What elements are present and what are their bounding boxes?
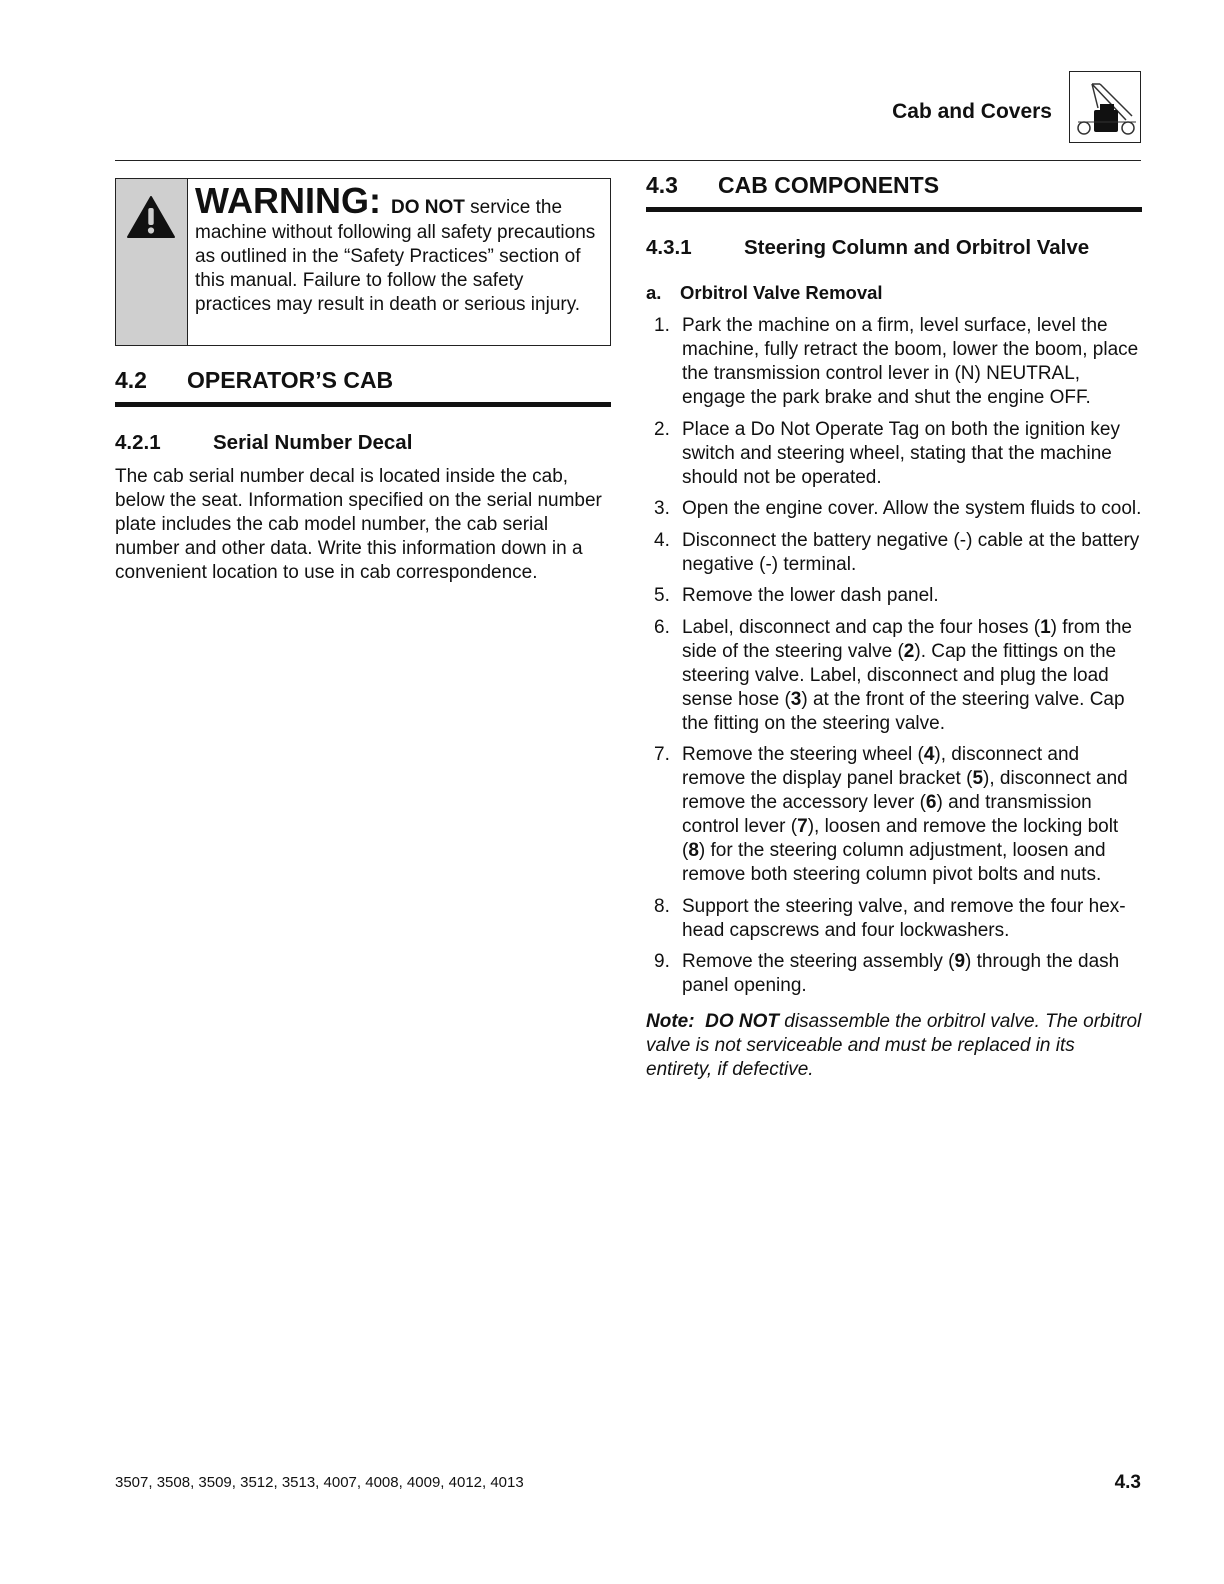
serial-decal-paragraph: The cab serial number decal is located inside the cab, below the seat. Information specified on the serial number plate includes the cab model number, the cab serial number and other data. Write this information down in a convenient location to use in cab correspondence. xyxy=(115,466,602,583)
note-text: disassemble the orbitrol valve. The orbitrol valve is not serviceable and must be replaced in its entirety, if defective. xyxy=(646,1011,1142,1080)
step-text: Open the engine cover. Allow the system fluids to cool. xyxy=(682,498,1142,519)
telehandler-icon xyxy=(1069,71,1141,143)
step-number: 5. xyxy=(654,585,670,606)
callout-number: 2 xyxy=(903,640,915,662)
step-text: Place a Do Not Operate Tag on both the ignition key switch and steering wheel, stating that the machine should not be operated. xyxy=(682,418,1120,488)
warning-body xyxy=(188,179,610,345)
list-item xyxy=(646,616,1142,736)
left-column xyxy=(115,178,611,585)
step-text: Remove the steering assembly (9) through the dash panel opening. xyxy=(682,951,1120,996)
procedure-heading xyxy=(646,282,1142,304)
step-text: Park the machine on a firm, level surface, level the machine, fully retract the boom, lower the boom, place the transmission control lever in (N) NEUTRAL, engage the park brake and shut the engine OFF. xyxy=(682,315,1139,408)
page-section-title: Cab and Covers xyxy=(892,100,1052,123)
step-number: 3. xyxy=(654,498,670,519)
step-number: 2. xyxy=(654,418,670,440)
section-rule xyxy=(646,207,1142,212)
section-heading xyxy=(115,367,611,394)
list-item xyxy=(646,950,1142,998)
callout-number: 6 xyxy=(925,792,937,813)
list-item xyxy=(646,497,1142,521)
subsection-number: 4.3.1 xyxy=(646,236,692,259)
step-number: 4. xyxy=(654,529,670,551)
step-number: 9. xyxy=(654,951,670,972)
callout-number: 3 xyxy=(790,688,802,710)
warning-label: WARNING: xyxy=(195,180,381,221)
procedure-letter: a. xyxy=(646,282,662,303)
note-emphasis: DO NOT xyxy=(705,1011,780,1032)
step-text: Disconnect the battery negative (-) cable at the battery negative (-) terminal. xyxy=(682,529,1140,575)
section-number: 4.3 xyxy=(646,172,678,198)
subsection-number: 4.2.1 xyxy=(115,431,161,454)
warning-triangle-icon xyxy=(126,195,176,239)
warning-text: service the machine without following all safety precautions as outlined in the “Safety Practices” section of this manual. Failure to follow the safety practices may result in death or serious injury. xyxy=(195,197,596,315)
list-item xyxy=(646,584,1142,608)
list-item xyxy=(646,418,1142,490)
warning-sidebar xyxy=(116,179,188,345)
section-title: CAB COMPONENTS xyxy=(718,172,940,198)
page-number: 4.3 xyxy=(1114,1472,1141,1493)
section-heading xyxy=(646,172,1142,199)
step-number: 7. xyxy=(654,744,670,765)
callout-number: 7 xyxy=(797,816,808,837)
callout-number: 5 xyxy=(972,768,984,789)
step-text: Remove the lower dash panel. xyxy=(682,585,939,606)
list-item xyxy=(646,895,1142,943)
procedure-title: Orbitrol Valve Removal xyxy=(680,282,883,303)
callout-number: 8 xyxy=(688,840,699,861)
list-item xyxy=(646,529,1142,577)
section-rule xyxy=(115,402,611,407)
list-item xyxy=(646,314,1142,410)
callout-number: 9 xyxy=(954,951,966,972)
section-title: OPERATOR’S CAB xyxy=(187,367,394,393)
callout-number: 4 xyxy=(923,744,935,765)
header-divider xyxy=(115,160,1141,161)
step-number: 8. xyxy=(654,895,670,917)
warning-emphasis: DO NOT xyxy=(390,197,465,218)
list-item xyxy=(646,743,1142,887)
subsection-title: Serial Number Decal xyxy=(213,431,413,454)
note xyxy=(646,1010,1142,1082)
removal-steps-list xyxy=(646,314,1142,998)
model-list: 3507, 3508, 3509, 3512, 3513, 4007, 4008, 4009, 4012, 4013 xyxy=(115,1474,524,1491)
subsection-title: Steering Column and Orbitrol Valve xyxy=(744,236,1090,259)
step-text: Remove the steering wheel (4), disconnect and remove the display panel bracket (5), disconnect and remove the accessory lever (6) and transmission control lever (7), loosen and remove the locking bolt (8) for the steering column adjustment, loosen and remove both steering column pivot bolts and nuts. xyxy=(682,744,1128,885)
right-column xyxy=(646,172,1142,1082)
subsection-heading xyxy=(115,431,611,455)
note-label: Note: xyxy=(646,1011,695,1032)
callout-number: 1 xyxy=(1040,616,1051,638)
step-number: 1. xyxy=(654,315,670,336)
step-text: Label, disconnect and cap the four hoses (1) from the side of the steering valve (2). Cap the fittings on the steering valve. Label, disconnect and plug the load sense hose (3) at the front of the steering valve. Cap the fitting on the steering valve. xyxy=(682,616,1132,734)
section-number: 4.2 xyxy=(115,367,147,393)
warning-box xyxy=(115,178,611,346)
step-text: Support the steering valve, and remove the four hex-head capscrews and four lockwashers. xyxy=(682,895,1126,941)
subsection-heading xyxy=(646,236,1142,260)
step-number: 6. xyxy=(654,616,670,638)
